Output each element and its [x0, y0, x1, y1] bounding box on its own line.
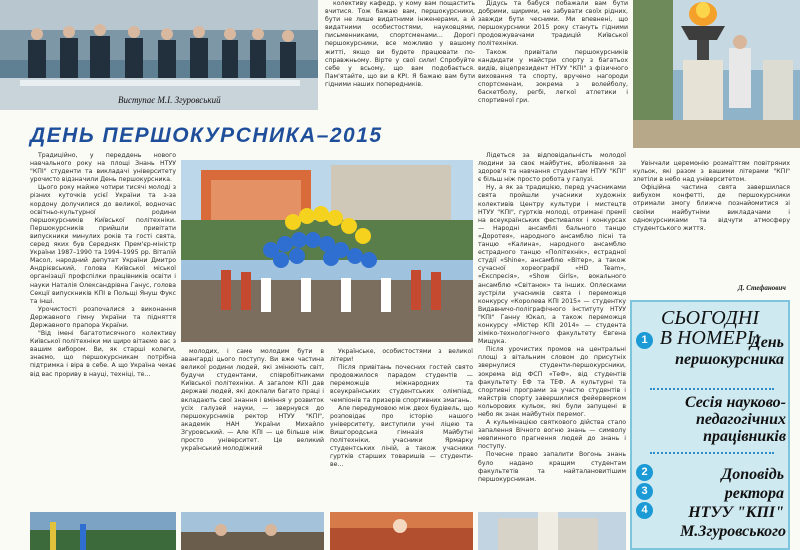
photo-parade-balloons — [181, 160, 473, 342]
paragraph: Цього року майже чотири тисячі молоді з різних куточків усієї України та з-за кордону долучилися до великої, водночас освітньо-культурної родини першокурсників Київської політехніки. Першокурсників прийшли привітати випускники минулих років та гості свята, серед яких був Середняк Прем'єр-міністр України 1987–1990 та 1994–1995 рр. Віталій Масол, народний депутат України Дмитро Андрієвський, голова Київської міської організації профспілки працівників освіти і науки Наталія Олександрівна Ганус, голова Секції випускників КПІ в Польщі Януш Фукс та інші. — [30, 184, 176, 305]
paragraph: Урочистості розпочалися з виконання Державного гімну України та підняття Державного прапора України. — [30, 305, 176, 329]
paragraph: А кульмінацією святкового дійства стало запалення Вічного вогню знань — символу невпинного прагнення людей до знань і поступу. — [478, 419, 626, 451]
in-this-issue-box — [630, 300, 790, 550]
photo-eternal-flame — [633, 0, 800, 148]
col1-text — [30, 152, 176, 510]
photo-bottom-1 — [30, 512, 176, 550]
issue-item-report[interactable]: Доповідь — [721, 466, 784, 483]
author-signature: Д. Стефанович — [738, 284, 786, 292]
col2-bottom-text — [181, 348, 324, 510]
issue-item-first-year-day[interactable]: День першокурсника — [675, 334, 784, 368]
col3-mid-text — [330, 348, 473, 510]
divider — [650, 452, 774, 454]
paragraph: колективу кафедр, у кому вам пощастить вчитися. Тож бажаю вам, першокурсники, бути не лише видатними інженерами, а й видатними особистостями, науковцями, письменниками, спортсменами... Дорогі першокурсники, все можливо у вашому житті, якщо ви будете працювати по-справжньому. Вірте у свої сили! Спробуйте себе у всьому, що вам подобається. Пам'ятайте, що ви в KPI. Я бажаю вам бути гідними наших попередників. — [325, 0, 475, 88]
paragraph: Ну, а як за традицією, перед учасниками свята пройшли учасники художніх колективів Центру культури і мистецтв НТУУ "КПІ", гуртків молоді, отримані премії на всеукраїнських фестивалях і конкурсах — Народні ансамблі бального танцю «Доротея», народного ансамблю пісні та танцю «Калина», народного ансамблю естрадного танцю «Політехнік», естрадної студії «Shine», ансамблю «Вітер», а також сучасної хореографії «HD Team», «Експресія», «Show Girls», вокального ансамблю «Світанок» та інших. Оплесками зустріли учасників свята і переможця конкурсу «Королева КПІ 2015» — студентку Видавничо-поліграфічного інституту НТУУ "КПІ" Ганну Юкал, а також переможця конкурсу «Містер КПІ 2014» — студента хіміко-технологічного факультету Євгена Мищука. — [478, 184, 626, 346]
sidebar-title-line2: В НОМЕРІ: — [659, 327, 761, 349]
paragraph: Але передумовою між двох будівель, що розповідає про історію нашого університету, виступили учні ліцею та Вишгородська гімназія Майбутні політехніки, учасники Ярмарку студентських ліній, а також учасники гуртків старших товаришів — студенти-ве... — [330, 404, 473, 469]
col4-text — [478, 152, 626, 510]
issue-item-session[interactable]: Сесія науково-педагогічних працівників — [685, 394, 786, 445]
paragraph: Також привітали першокурсників кандидати у майстри спорту з багатьох видів, віцепрезидент НТУУ "КПІ" з фізичного виховання та спорту, вручено нагороди спортсменам, зокрема з волейболу, баскетболу, регбі, легкої атлетики і спортивної гри. — [478, 48, 628, 105]
paragraph: Українське, особистостями з великої літери! — [330, 348, 473, 364]
paragraph: Після урочистих промов на центральні площі з вітальним словом до присутніх звернулися студенти-першокурсники, зокрема від ФСП «ТеФ», від студентів факультету ЕФ та ТЕФ. А культурні та спортивні програми за участю студентів і майстрів спорту завершилися фейерверком кольорових кульок, які були запущені в небо як знак майбутніх перемог. — [478, 346, 626, 418]
paragraph: Традиційно, у переддень нового навчального року на площі Знань НТУУ "КПІ" студенти та викладачі університету урочисто відзначили День першокурсника. — [30, 152, 176, 184]
sidebar-title-line1: СЬОГОДНІ — [661, 307, 759, 329]
col3-top-text — [478, 0, 628, 148]
issue-number-badge: 3 — [636, 483, 653, 500]
issue-item-rector-name[interactable]: М.Згуровського — [680, 523, 786, 540]
photo-officials-on-stage — [0, 0, 318, 110]
paragraph: Після привітань почесних гостей свято продовжилося парадом студентів — переможців міжнародних та всеукраїнських студентських олімпіад, чемпіонів та призерів спортивних змагань. — [330, 364, 473, 404]
divider — [650, 388, 774, 390]
paragraph: "Від імені багатотисячного колективу Київської політехніки ми щиро вітаємо вас з вашим вибором. Ви, як старші колеги, знаємо, що першокурсникам потрібна підтримка і віра в себе. А що Україна чекає від вас прориву в науці, техніці, те... — [30, 330, 176, 378]
issue-number-badge: 2 — [636, 464, 653, 481]
issue-item-rector[interactable]: ректора — [724, 485, 784, 502]
paragraph: Дідусь та бабуся побажали вам бути добрими, щирими, не забувати своїх рідних, завжди бути чесними. Ми впевнені, що першокурсники 2015 року стануть гідними продовжувачами традицій Київської політехніки. — [478, 0, 628, 48]
issue-number-badge: 4 — [636, 502, 653, 519]
photo-caption: Виступає М.І. Згуровський — [118, 95, 221, 105]
paragraph: молодих, і саме молодим бути в авангарді цього поступу. Ви вже частина великої родини людей, які змінюють світ, будучи студентами, співробітниками Київської політехніки. А загалом КПІ дав державі людей, які доклали багато праці і вкладають свої знання і вміння у розвиток усіх галузей науки, — звернувся до першокурсників ректор НТУУ "КПІ", академік НАН України Михайло Згуровський. — Але КПІ — це більше ніж просто університет. Це великий український молодіжний — [181, 348, 324, 453]
paragraph: Почесне право запалити Вогонь знань було надано кращим студентам факультетів та найталановитішим першокурсникам. — [478, 451, 626, 483]
paragraph: Офіційна частина свята завершилася вибухом конфетті, де першокурсники отримали змогу ближче познайомитися зі своїми майбутніми викладачами і однокурсниками та відчути атмосферу студентського життя. — [633, 184, 790, 232]
col5-text — [633, 160, 790, 256]
photo-bottom-2 — [181, 512, 324, 550]
photo-bottom-3 — [330, 512, 473, 550]
issue-item-university[interactable]: НТУУ "КПІ" — [688, 504, 784, 521]
article-headline: ДЕНЬ ПЕРШОКУРСНИКА–2015 — [30, 124, 383, 147]
photo-bottom-4 — [478, 512, 626, 550]
paragraph: Увінчали церемонію розмаїттям повітряних кульок, які разом з вашими літерами "КПІ" злетіли в небо над університетом. — [633, 160, 790, 184]
paragraph: Лідеться за відповідальність молодої людини за своє майбутнє, вболівання за здоров'я та навчання студентам НТУУ "КПІ" є більш ніж просто робота у галузі. — [478, 152, 626, 184]
issue-number-badge: 1 — [636, 332, 653, 349]
